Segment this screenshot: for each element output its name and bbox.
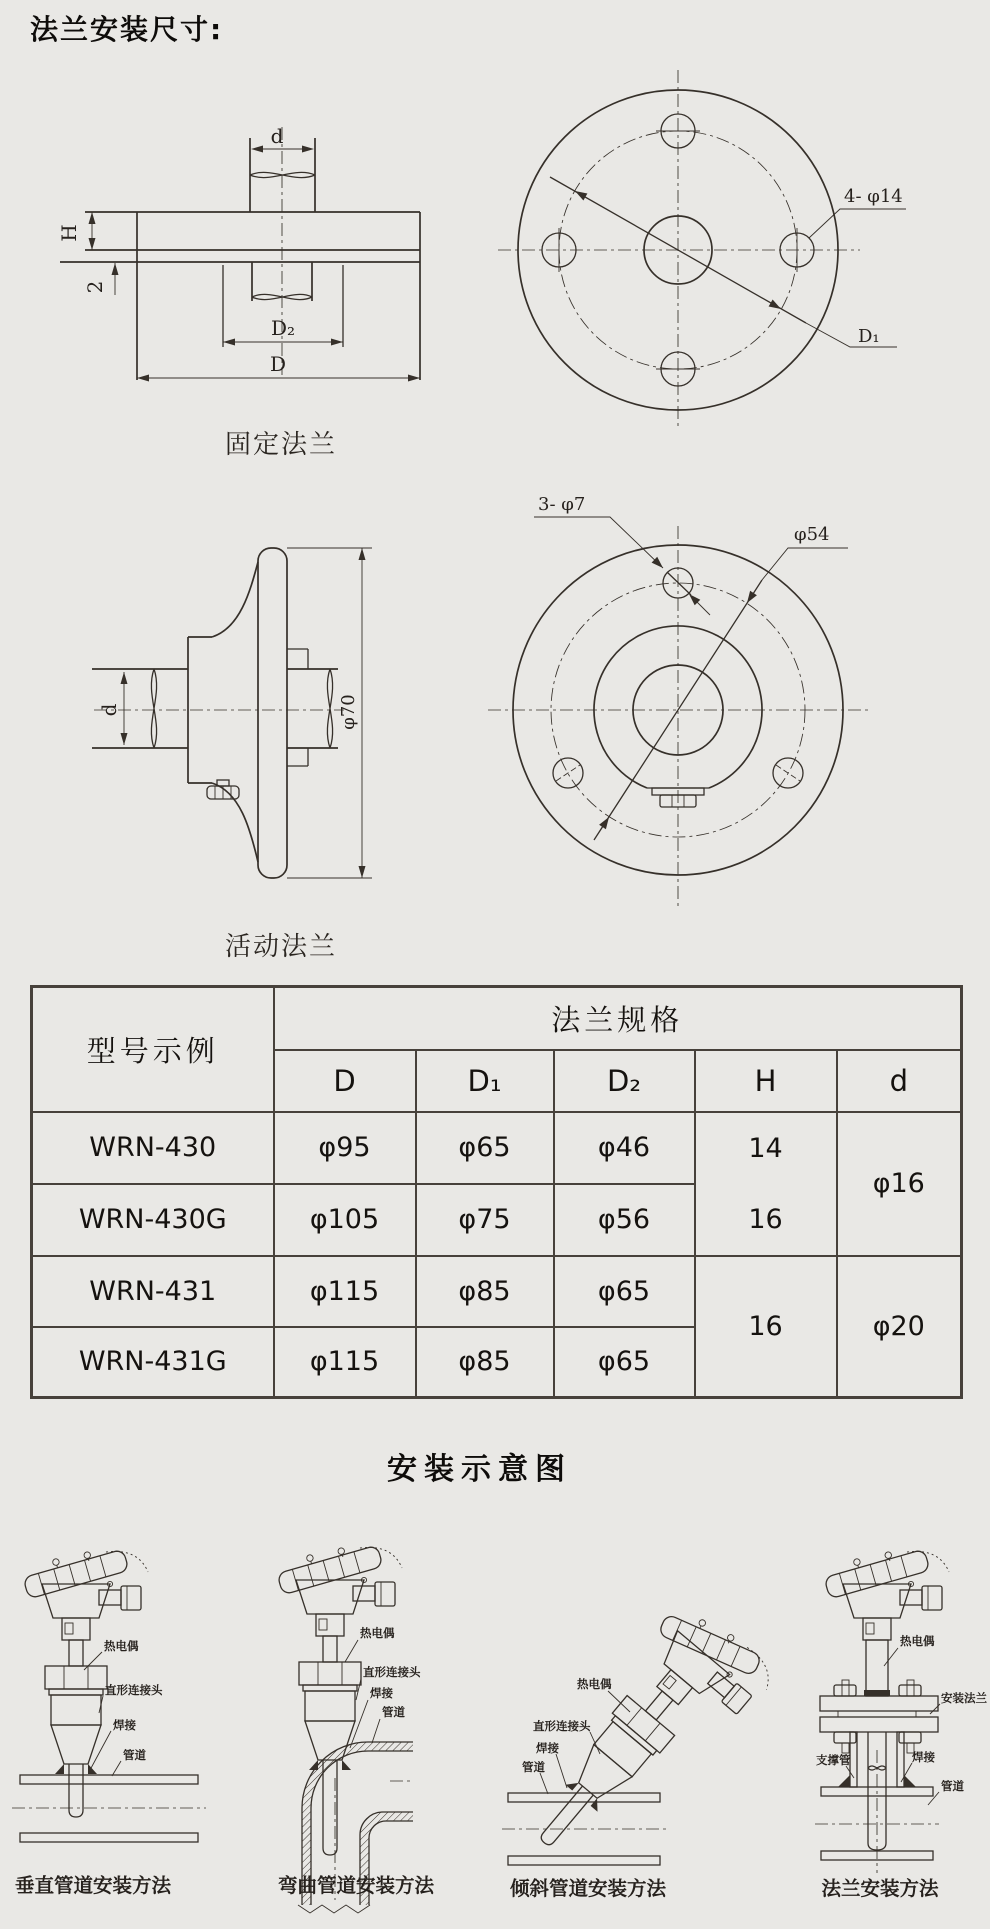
fixed-flange-front-geometry xyxy=(498,70,906,426)
dim-label-D: D xyxy=(269,352,287,376)
dim-label-rivet-holes: 3- φ7 xyxy=(538,494,586,515)
label-straight-connector: 直形连接头 xyxy=(363,1665,421,1679)
value-cell: φ115 xyxy=(274,1327,416,1398)
value-cell: φ65 xyxy=(554,1256,695,1327)
diagram-caption: 弯曲管道安装方法 xyxy=(277,1874,435,1897)
diagram-caption: 倾斜管道安装方法 xyxy=(509,1877,667,1900)
value-cell: φ85 xyxy=(416,1256,554,1327)
movable-flange-front-geometry xyxy=(488,517,868,906)
table-header-model: 型号示例 xyxy=(32,987,274,1112)
fixed-flange-caption: 固定法兰 xyxy=(225,430,338,460)
movable-flange-side-view xyxy=(80,528,400,900)
value-cell: φ105 xyxy=(274,1184,416,1256)
diagram-caption: 法兰安装方法 xyxy=(821,1877,939,1900)
label-straight-connector: 直形连接头 xyxy=(533,1719,591,1733)
movable-flange-caption: 活动法兰 xyxy=(225,932,338,962)
H-value: 16 xyxy=(748,1203,783,1235)
value-cell: φ65 xyxy=(554,1327,695,1398)
label-mounting-flange: 安装法兰 xyxy=(941,1691,987,1705)
model-cell: WRN-430 xyxy=(32,1112,274,1184)
value-cell: φ85 xyxy=(416,1327,554,1398)
fixed-flange-front-view xyxy=(460,58,930,430)
dim-label-2: 2 xyxy=(83,280,107,294)
installation-diagrams xyxy=(0,1528,990,1929)
d-merged-cell: φ16 xyxy=(837,1112,962,1256)
label-thermocouple: 热电偶 xyxy=(577,1677,612,1691)
col-header-D: D xyxy=(274,1050,416,1112)
flange-installation-diagram xyxy=(815,1540,987,1900)
H-value: 14 xyxy=(748,1132,783,1164)
flange-spec-table xyxy=(30,985,963,1399)
label-straight-connector: 直形连接头 xyxy=(105,1683,163,1697)
dim-label-D1: D₁ xyxy=(858,326,880,347)
inclined-pipe-installation-diagram xyxy=(502,1583,787,1900)
label-thermocouple: 热电偶 xyxy=(360,1626,395,1640)
table-row xyxy=(32,1256,962,1327)
dim-label-D2: D₂ xyxy=(270,316,296,340)
table-header-spec: 法兰规格 xyxy=(274,987,962,1050)
label-weld: 焊接 xyxy=(113,1718,136,1732)
H-merged-cell: 16 xyxy=(695,1256,837,1398)
table-row xyxy=(32,1112,962,1184)
page-title: 法兰安装尺寸: xyxy=(30,13,224,46)
value-cell: φ95 xyxy=(274,1112,416,1184)
dim-label-d: d xyxy=(270,124,284,148)
movable-flange-side-geometry xyxy=(92,548,372,878)
label-weld: 焊接 xyxy=(536,1741,559,1755)
label-thermocouple: 热电偶 xyxy=(900,1634,935,1648)
dim-label-dia54: φ54 xyxy=(794,524,830,545)
value-cell: φ56 xyxy=(554,1184,695,1256)
label-pipe: 管道 xyxy=(522,1760,545,1774)
install-section-title: 安装示意图 xyxy=(387,1452,572,1487)
fixed-flange-side-view xyxy=(40,75,430,405)
label-pipe: 管道 xyxy=(941,1779,964,1793)
col-header-H: H xyxy=(695,1050,837,1112)
label-pipe: 管道 xyxy=(123,1748,146,1762)
label-pipe: 管道 xyxy=(382,1705,405,1719)
dim-label-H: H xyxy=(57,224,81,242)
model-cell: WRN-431G xyxy=(32,1327,274,1398)
dim-label-dia70: φ70 xyxy=(338,694,359,730)
H-merged-cell xyxy=(695,1112,837,1256)
col-header-d: d xyxy=(837,1050,962,1112)
label-weld: 焊接 xyxy=(912,1750,935,1764)
col-header-D2: D₂ xyxy=(554,1050,695,1112)
d-merged-cell: φ20 xyxy=(837,1256,962,1398)
label-support-tube: 支撑管 xyxy=(816,1753,851,1767)
curved-pipe-installation-diagram xyxy=(274,1536,434,1913)
value-cell: φ46 xyxy=(554,1112,695,1184)
col-header-D1: D₁ xyxy=(416,1050,554,1112)
fixed-flange-side-geometry xyxy=(60,127,420,382)
model-cell: WRN-431 xyxy=(32,1256,274,1327)
vertical-pipe-installation-diagram xyxy=(12,1540,206,1897)
dim-label-d-movable: d xyxy=(97,703,121,717)
value-cell: φ65 xyxy=(416,1112,554,1184)
value-cell: φ115 xyxy=(274,1256,416,1327)
movable-flange-front-view xyxy=(470,494,910,918)
model-cell: WRN-430G xyxy=(32,1184,274,1256)
diagram-caption: 垂直管道安装方法 xyxy=(14,1874,172,1897)
dim-label-bolt-holes: 4- φ14 xyxy=(844,186,903,207)
value-cell: φ75 xyxy=(416,1184,554,1256)
label-weld: 焊接 xyxy=(370,1686,393,1700)
label-thermocouple: 热电偶 xyxy=(104,1639,139,1653)
